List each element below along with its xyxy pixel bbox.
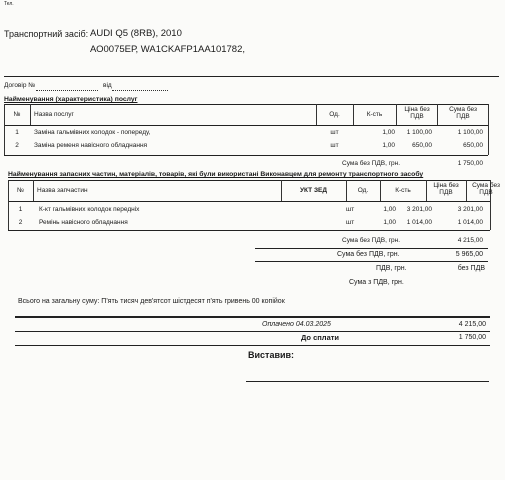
vat-value: без ПДВ: [457, 265, 485, 272]
contract-label: Договір №: [4, 82, 36, 89]
col-header-sum: Сума без ПДВ: [472, 182, 500, 196]
payment-rule-mid: [15, 331, 490, 332]
parts-subtotal-label: Сума без ПДВ, грн.: [342, 237, 401, 244]
total-with-vat-label: Сума з ПДВ, грн.: [349, 279, 404, 286]
contract-number-line: [36, 90, 98, 91]
col-header-price: Ціна без ПДВ: [433, 182, 459, 196]
total-no-vat-rule: [255, 261, 488, 262]
paid-label: Оплачено 04.03.2025: [262, 321, 331, 328]
col-header-part-name: Назва запчастин: [37, 187, 88, 194]
vehicle-plate-vin: АО0075ЕР, WA1CKAFP1AA101782,: [90, 44, 246, 55]
col-header-number: №: [17, 187, 24, 194]
due-value: 1 750,00: [458, 334, 486, 341]
services-subtotal-label: Сума без ПДВ, грн.: [342, 160, 401, 167]
header-rule: [4, 76, 499, 77]
vehicle-label: Транспортний засіб:: [4, 29, 89, 39]
issued-by-label: Виставив:: [248, 350, 295, 360]
col-header-qty: К-сть: [366, 111, 383, 118]
col-header-qty: К-сть: [395, 187, 411, 194]
contract-date-line: [112, 90, 168, 91]
signature-line: [246, 381, 489, 382]
vat-label: ПДВ, грн.: [376, 265, 407, 272]
contract-date-label: від: [103, 82, 112, 89]
total-no-vat-label: Сума без ПДВ, грн.: [337, 251, 400, 258]
col-header-sum: Сума без ПДВ: [449, 106, 477, 120]
vehicle-model: AUDI Q5 (8RB), 2010: [90, 28, 182, 39]
amount-in-words: Всього на загальну суму: П'ять тисяч дев'ятсот шістдесят п'ять гривень 00 копійок: [18, 298, 285, 305]
due-label: До сплати: [301, 333, 340, 342]
col-header-unit: Од.: [329, 111, 340, 118]
services-subtotal-value: 1 750,00: [457, 160, 483, 167]
paid-value: 4 215,00: [458, 321, 486, 328]
parts-section-title: Найменування запасних частин, матеріалів, товарів, які були використані Виконавцем для ремонту транспортного засобу: [8, 171, 424, 178]
col-header-service-name: Назва послуг: [34, 111, 74, 118]
col-header-unit: Од.: [357, 187, 369, 194]
parts-subtotal-value: 4 215,00: [457, 237, 483, 244]
tel-label: Тел.: [4, 1, 14, 7]
col-header-number: №: [13, 111, 21, 118]
col-header-ukt-zed: УКТ ЗЕД: [300, 187, 327, 194]
col-header-price: Ціна без ПДВ: [404, 106, 430, 120]
services-section-title: Найменування (характеристика) послуг: [4, 96, 138, 103]
total-no-vat-value: 5 965,00: [455, 251, 483, 258]
payment-rule-bottom: [15, 345, 490, 346]
totals-rule: [255, 248, 488, 249]
payment-rule-top: [15, 316, 490, 318]
